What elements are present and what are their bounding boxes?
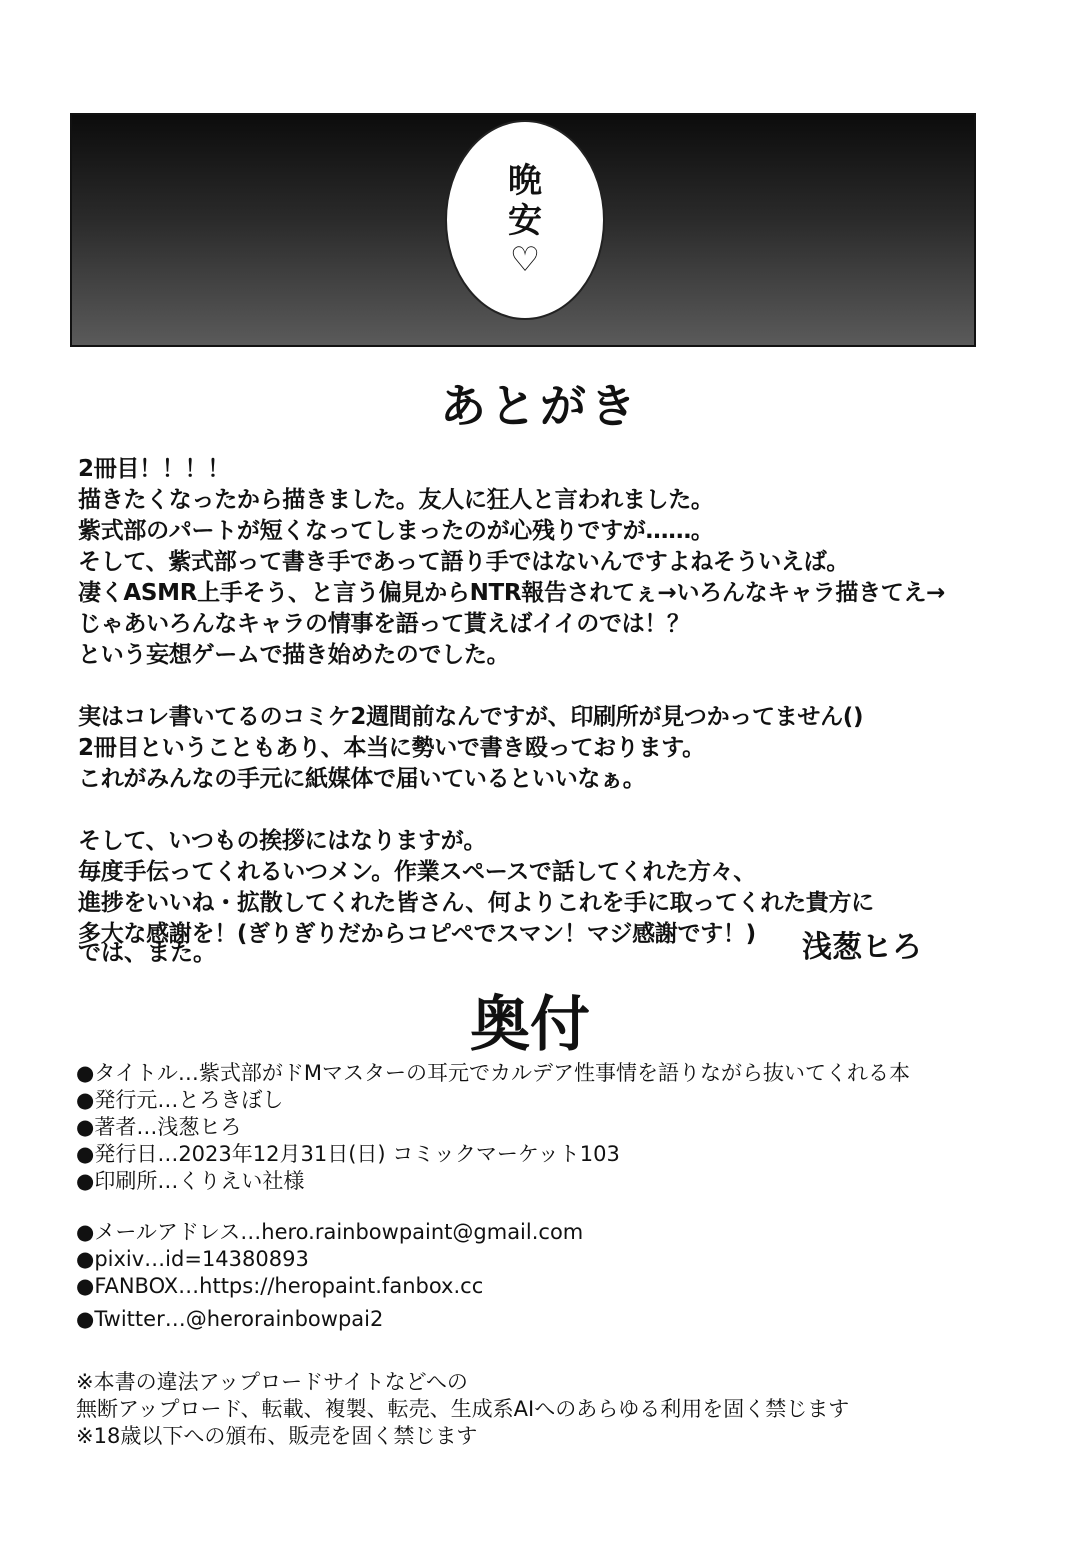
heart-icon: ♡ [509,240,541,280]
section-gap [76,1333,996,1369]
afterword-line: 紫式部のパートが短くなってしまったのが心残りですが……。 [78,518,714,544]
afterword-line: 毎度手伝ってくれるいつメン。作業スペースで話してくれた方々、 [78,859,757,885]
bubble-text-line-1: 晩 [508,161,542,201]
colophon-item-author: ●著者…浅葱ヒろ [76,1115,242,1139]
colophon-title: 奥付 [470,990,590,1060]
afterword-line: 凄くASMR上手そう、と言う偏見からNTR報告されてぇ→いろんなキャラ描きてえ→ [78,580,946,606]
afterword-line: という妄想ゲームで描き始めたのでした。 [78,642,510,668]
afterword-line: 実はコレ書いてるのコミケ2週間前なんですが、印刷所が見つかってません() [78,704,864,730]
notice-line: ※本書の違法アップロードサイトなどへの [76,1370,468,1394]
afterword-line: 進捗をいいね・拡散してくれた皆さん、何よりこれを手に取ってくれた貴方に [78,890,874,916]
notice-line: ※18歳以下への頒布、販売を固く禁じます [76,1424,478,1448]
contact-twitter: ●Twitter…@herorainbowpai2 [76,1307,384,1331]
afterword-line: じゃあいろんなキャラの情事を語って貰えばイイのでは！？ [78,611,690,637]
afterword-title: あとがき [440,379,640,433]
contact-fanbox: ●FANBOX…https://heropaint.fanbox.cc [76,1274,484,1298]
contact-email: ●メールアドレス…hero.rainbowpaint@gmail.com [76,1220,584,1244]
bubble-text-line-2: 安 [508,201,542,241]
afterword-line: そして、紫式部って書き手であって語り手ではないんですよねそういえば。 [78,549,850,575]
afterword-line: 描きたくなったから描きました。友人に狂人と言われました。 [78,487,714,513]
paragraph-gap [78,795,978,826]
contact-pixiv: ●pixiv…id=14380893 [76,1247,309,1271]
colophon-list [76,1060,996,1450]
notice-line: 無断アップロード、転載、複製、転売、生成系AIへのあらゆる利用を固く禁じます [76,1397,850,1421]
colophon-item-date: ●発行日…2023年12月31日(日) コミックマーケット103 [76,1142,620,1166]
section-gap [76,1195,996,1219]
paragraph-gap [78,671,978,702]
closing-text: では、また。 [78,940,216,966]
speech-bubble [445,120,605,320]
afterword-line: これがみんなの手元に紙媒体で届いているといいなぁ。 [78,766,646,792]
colophon-item-publisher: ●発行元…とろきぼし [76,1088,284,1112]
afterword-line: 2冊目！！！！ [78,456,230,482]
afterword-body [78,454,978,950]
colophon-item-title: ●タイトル…紫式部がドMマスターの耳元でカルデア性事情を語りながら抜いてくれる本 [76,1061,911,1085]
afterword-line: 2冊目ということもあり、本当に勢いで書き殴っております。 [78,735,705,761]
author-signature: 浅葱ヒろ [802,930,922,965]
afterword-line: そして、いつもの挨拶にはなりますが。 [78,828,487,854]
afterword-line: 多大な感謝を！(ぎりぎりだからコピペでスマン！マジ感謝です！) [78,921,756,947]
colophon-item-printer: ●印刷所…くりえい社様 [76,1169,305,1193]
